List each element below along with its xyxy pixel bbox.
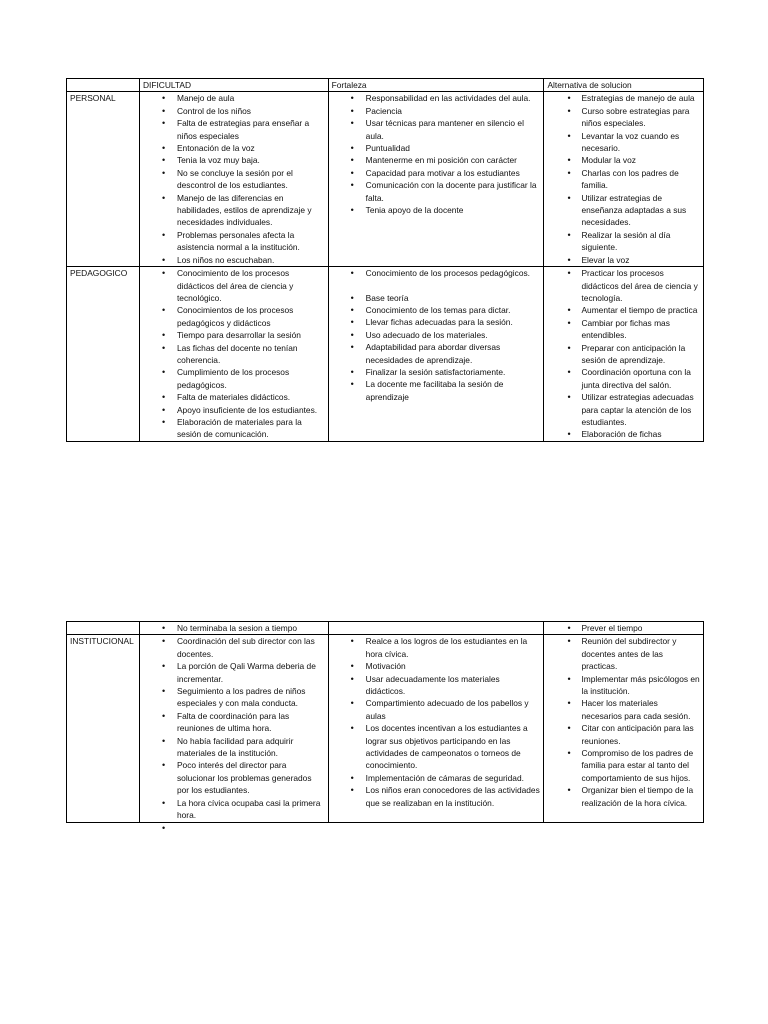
- list-item: • Capacidad para motivar a los estudiantes: [332, 167, 541, 179]
- header-fortaleza: Fortaleza: [328, 79, 544, 92]
- list-item: • Elaboración de fichas: [547, 428, 700, 440]
- list-item: • Problemas personales afecta la asistencia normal a la institución.: [143, 229, 325, 254]
- header-cell-empty: [67, 79, 140, 92]
- list-item: • Responsabilidad en las actividades del aula.: [332, 92, 541, 104]
- alternativa-cell: [544, 267, 704, 442]
- list-item: • Usar técnicas para mantener en silencio el aula.: [332, 117, 541, 142]
- list-item: • Elaboración de materiales para la sesión de comunicación.: [143, 416, 325, 441]
- list-item: • Conocimientos de los procesos pedagógicos y didácticos: [143, 304, 325, 329]
- list-item: • Conocimiento de los procesos pedagógicos.: [332, 267, 541, 279]
- table-row: [67, 635, 704, 822]
- list-item: • Organizar bien el tiempo de la realización de la hora cívica.: [547, 784, 700, 809]
- empty-cell: [328, 622, 544, 635]
- list-item: • Conocimiento de los temas para dictar.: [332, 304, 541, 316]
- list-item: • Curso sobre estrategias para niños especiales.: [547, 105, 700, 130]
- list-item: • Preparar con anticipación la sesión de aprendizaje.: [547, 342, 700, 367]
- list-item: • Paciencia: [332, 105, 541, 117]
- list-item: • Charlas con los padres de familia.: [547, 167, 700, 192]
- list-item: • Manejo de las diferencias en habilidades, estilos de aprendizaje y necesidades individuales.: [143, 192, 325, 229]
- list-item: • Practicar los procesos didácticos del área de ciencia y tecnología.: [547, 267, 700, 304]
- list-item: • Finalizar la sesión satisfactoriamente.: [332, 366, 541, 378]
- list-item: • Modular la voz: [547, 154, 700, 166]
- list-item: • Realce a los logros de los estudiantes en la hora cívica.: [332, 635, 541, 660]
- list-item: • Falta de estrategias para enseñar a niños especiales: [143, 117, 325, 142]
- list-item: • Utilizar estrategias adecuadas para captar la atención de los estudiantes.: [547, 391, 700, 428]
- list-item: • La hora cívica ocupaba casi la primera hora.: [143, 797, 325, 822]
- list-item: • Los niños no escuchaban.: [143, 254, 325, 266]
- list-item: • Los docentes incentivan a los estudiantes a lograr sus objetivos participando en las actividades de campeonatos o torneos de conocimiento.: [332, 722, 541, 772]
- header-alternativa: Alternativa de solucion: [544, 79, 704, 92]
- evaluation-table-1: [66, 78, 704, 442]
- list-item: • No terminaba la sesion a tiempo: [143, 622, 325, 634]
- dificultad-cell: [139, 92, 328, 267]
- list-item: • Cumplimiento de los procesos pedagógicos.: [143, 366, 325, 391]
- list-item: • Control de los niños: [143, 105, 325, 117]
- empty-cell: [67, 622, 140, 635]
- dificultad-cell: [139, 635, 328, 822]
- list-item: • Hacer los materiales necesarios para cada sesión.: [547, 697, 700, 722]
- fortaleza-cell: [328, 92, 544, 267]
- list-item: • Las fichas del docente no tenían coherencia.: [143, 342, 325, 367]
- list-item: • Motivación: [332, 660, 541, 672]
- header-dificultad: DIFICULTAD: [139, 79, 328, 92]
- table-row: [67, 92, 704, 267]
- list-item: • Prever el tiempo: [547, 622, 700, 634]
- list-item: • Falta de materiales didácticos.: [143, 391, 325, 403]
- list-item: • Implementación de cámaras de seguridad.: [332, 772, 541, 784]
- list-item: • Adaptabilidad para abordar diversas necesidades de aprendizaje.: [332, 341, 541, 366]
- list-item: • Mantenerme en mi posición con carácter: [332, 154, 541, 166]
- table-row: [67, 267, 704, 442]
- header-row: [67, 79, 704, 92]
- table-row: [67, 622, 704, 635]
- list-item: • Estrategias de manejo de aula: [547, 92, 700, 104]
- list-item: • Coordinación del sub director con las docentes.: [143, 635, 325, 660]
- list-item: • Poco interés del director para solucionar los problemas generados por los estudiantes.: [143, 759, 325, 796]
- dificultad-cell: [139, 267, 328, 442]
- row-label: PERSONAL: [67, 92, 140, 267]
- list-item: • Conocimiento de los procesos didácticos del área de ciencia y tecnológico.: [143, 267, 325, 304]
- list-item: • Los niños eran conocedores de las actividades que se realizaban en la institución.: [332, 784, 541, 809]
- list-item: • Tenia apoyo de la docente: [332, 204, 541, 216]
- list-item: • Coordinación oportuna con la junta directiva del salón.: [547, 366, 700, 391]
- list-item: • Comunicación con la docente para justificar la falta.: [332, 179, 541, 204]
- list-item: • Manejo de aula: [143, 92, 325, 104]
- fortaleza-cell: [328, 635, 544, 822]
- list-item: • No se concluye la sesión por el descontrol de los estudiantes.: [143, 167, 325, 192]
- list-item: • Entonación de la voz: [143, 142, 325, 154]
- evaluation-table-2: [66, 621, 704, 823]
- list-item: • Compartimiento adecuado de los pabellos y aulas: [332, 697, 541, 722]
- list-item: • Tiempo para desarrollar la sesión: [143, 329, 325, 341]
- list-item: • Implementar más psicólogos en la institución.: [547, 673, 700, 698]
- list-item: • La porción de Qali Warma deberia de incrementar.: [143, 660, 325, 685]
- alternativa-cell: [544, 92, 704, 267]
- list-item: • La docente me facilitaba la sesión de aprendizaje: [332, 378, 541, 403]
- list-item: • Puntualidad: [332, 142, 541, 154]
- list-item: • Compromiso de los padres de familia para estar al tanto del comportamiento de sus hijos.: [547, 747, 700, 784]
- list-item: • Citar con anticipación para las reuniones.: [547, 722, 700, 747]
- alternativa-cell: [544, 622, 704, 635]
- list-item: • Seguimiento a los padres de niños especiales y con mala conducta.: [143, 685, 325, 710]
- list-item: • Base teoría: [332, 292, 541, 304]
- list-item: • Aumentar el tiempo de practica: [547, 304, 700, 316]
- list-item: • Utilizar estrategias de enseñanza adaptadas a sus necesidades.: [547, 192, 700, 229]
- fortaleza-cell: [328, 267, 544, 442]
- list-item: • Tenia la voz muy baja.: [143, 154, 325, 166]
- list-item: • Levantar la voz cuando es necesario.: [547, 130, 700, 155]
- list-item: • Usar adecuadamente los materiales didácticos.: [332, 673, 541, 698]
- list-item: • Falta de coordinación para las reuniones de ultima hora.: [143, 710, 325, 735]
- alternativa-cell: [544, 635, 704, 822]
- list-item: • Reunión del subdirector y docentes antes de las practicas.: [547, 635, 700, 672]
- list-item: • No había facilidad para adquirir materiales de la institución.: [143, 735, 325, 760]
- row-label: PEDAGOGICO: [67, 267, 140, 442]
- list-item: • Uso adecuado de los materiales.: [332, 329, 541, 341]
- list-item: • Realizar la sesión al día siguiente.: [547, 229, 700, 254]
- row-label: INSTITUCIONAL: [67, 635, 140, 822]
- dificultad-cell: [139, 622, 328, 635]
- list-item: • Elevar la voz: [547, 254, 700, 266]
- list-item: • Cambiar por fichas mas entendibles.: [547, 317, 700, 342]
- list-item: • Llevar fichas adecuadas para la sesión.: [332, 316, 541, 328]
- list-item: • Apoyo insuficiente de los estudiantes.: [143, 404, 325, 416]
